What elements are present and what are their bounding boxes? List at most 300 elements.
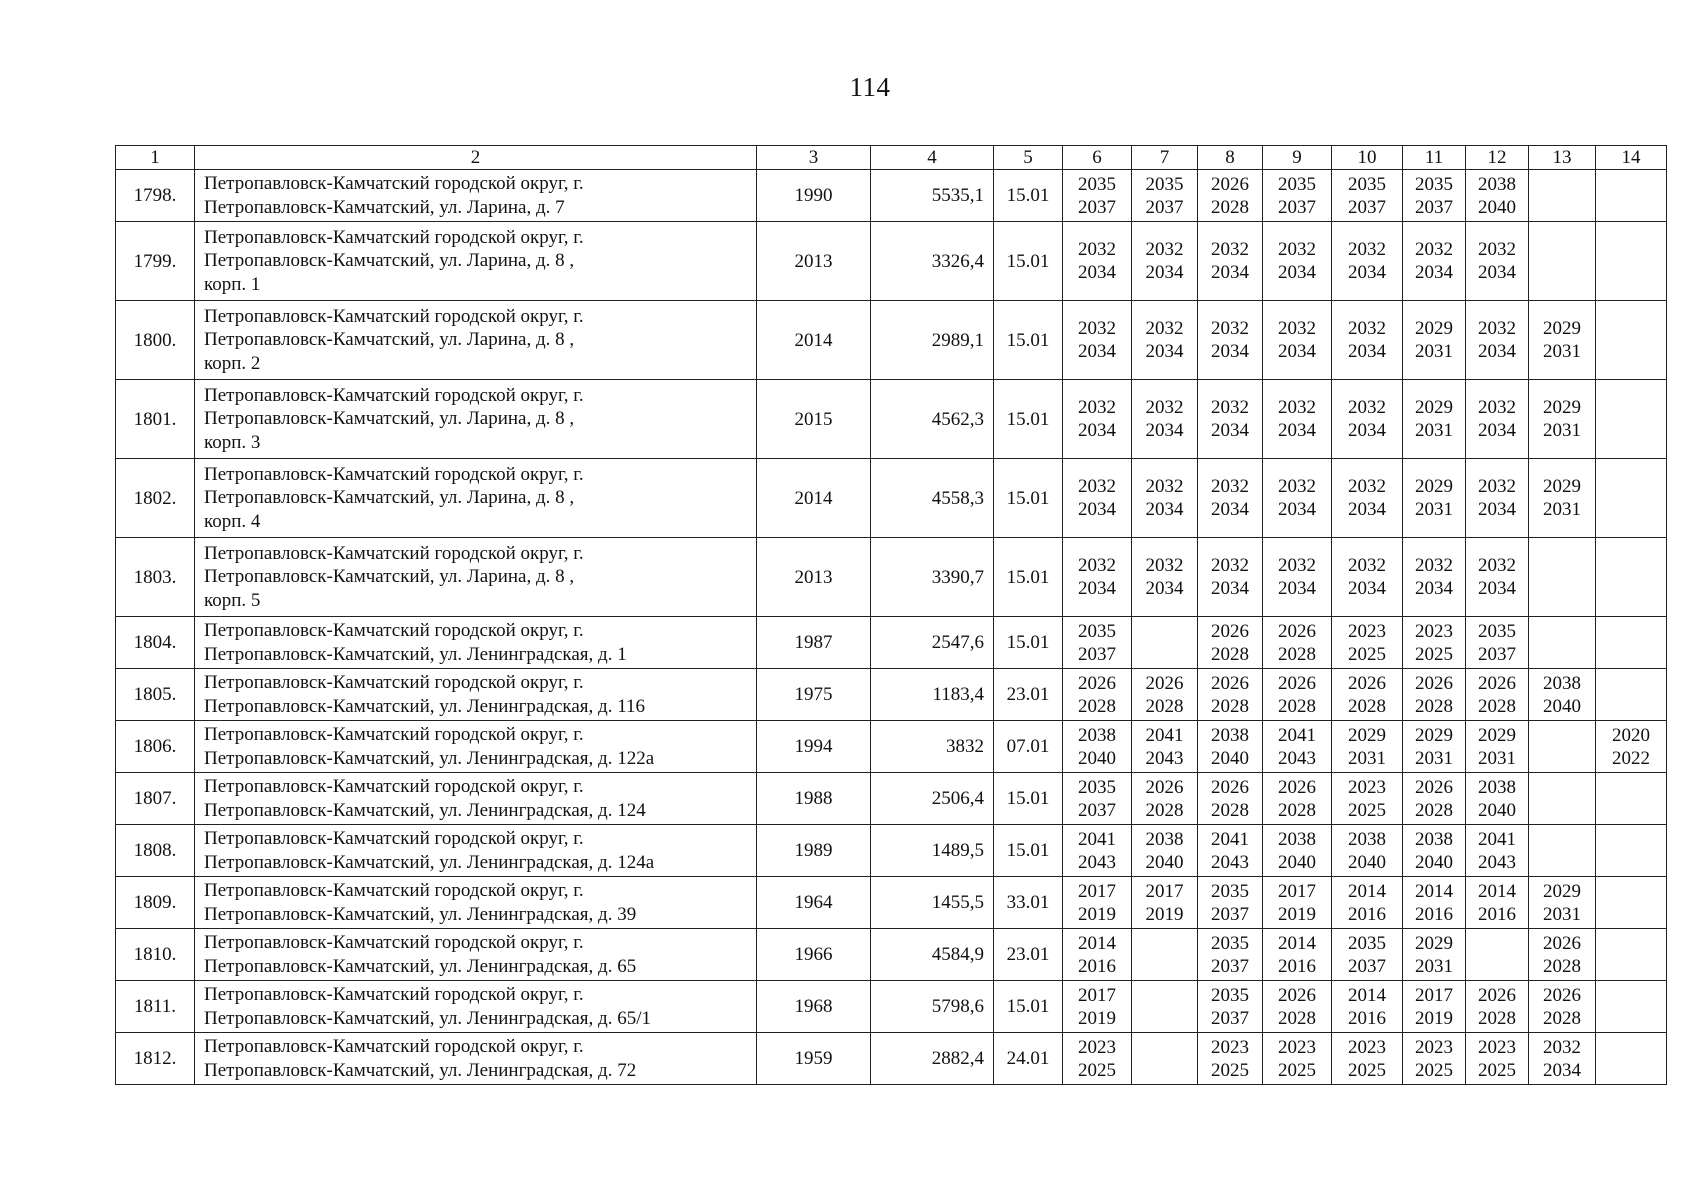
- period-cell: [1063, 825, 1132, 877]
- code-cell: 15.01: [994, 538, 1063, 617]
- period-end: 2037: [1145, 196, 1184, 218]
- period-start: 2032: [1278, 318, 1316, 339]
- period-cell: [1198, 1033, 1263, 1085]
- period-end: 2028: [1415, 799, 1453, 821]
- address-line: Петропавловск-Камчатский, ул. Ларина, д. 7: [204, 196, 565, 218]
- period-start: 2029: [1415, 318, 1453, 339]
- period-start: 2032: [1211, 239, 1249, 260]
- column-header: 4: [871, 146, 994, 170]
- area-cell: 4562,3: [871, 380, 994, 459]
- period-start: 2026: [1543, 932, 1581, 954]
- period-end: 2025: [1348, 799, 1386, 821]
- period-end: 2040: [1348, 851, 1386, 873]
- period-cell: [1596, 538, 1667, 617]
- period-cell: [1132, 981, 1198, 1033]
- period-end: 2034: [1348, 262, 1386, 283]
- period-cell: [1466, 380, 1529, 459]
- period-start: 2038: [1415, 828, 1453, 850]
- period-cell: [1596, 1033, 1667, 1085]
- address-line: Петропавловск-Камчатский городской округ, г.: [204, 1036, 584, 1057]
- period-end: 2034: [1078, 262, 1116, 283]
- period-cell: [1332, 1033, 1403, 1085]
- period-start: 2026: [1211, 173, 1249, 195]
- period-end: 2028: [1543, 955, 1581, 977]
- period-start: 2032: [1348, 239, 1386, 260]
- period-start: 2038: [1211, 724, 1249, 746]
- area-cell: 1489,5: [871, 825, 994, 877]
- period-end: 2016: [1348, 903, 1386, 925]
- address-line: Петропавловск-Камчатский, ул. Ларина, д. 8 ,: [204, 487, 575, 509]
- period-start: 2029: [1543, 318, 1581, 339]
- period-end: 2034: [1211, 341, 1249, 362]
- period-cell: [1403, 825, 1466, 877]
- period-end: 2043: [1478, 851, 1516, 873]
- period-end: 2037: [1078, 799, 1116, 821]
- period-start: 2038: [1348, 828, 1386, 850]
- period-cell: [1198, 669, 1263, 721]
- period-start: 2020: [1612, 724, 1650, 746]
- period-cell: [1198, 538, 1263, 617]
- period-end: 2025: [1415, 643, 1453, 665]
- period-start: 2035: [1278, 173, 1316, 195]
- period-start: 2041: [1478, 828, 1516, 850]
- period-end: 2028: [1278, 695, 1316, 717]
- period-cell: [1063, 459, 1132, 538]
- table-header: [116, 146, 1667, 170]
- code-cell: 15.01: [994, 301, 1063, 380]
- period-start: 2032: [1415, 239, 1453, 260]
- code-cell: 15.01: [994, 825, 1063, 877]
- area-cell: 5798,6: [871, 981, 994, 1033]
- period-end: 2034: [1278, 341, 1316, 362]
- period-start: 2023: [1478, 1036, 1516, 1058]
- table-row: [116, 825, 1667, 877]
- period-cell: [1263, 617, 1332, 669]
- period-end: 2031: [1415, 955, 1453, 977]
- period-end: 2040: [1211, 747, 1249, 769]
- column-header: 3: [757, 146, 871, 170]
- period-start: 2041: [1145, 724, 1184, 746]
- area-cell: 1183,4: [871, 669, 994, 721]
- period-start: 2035: [1211, 932, 1249, 954]
- period-start: 2038: [1478, 776, 1516, 798]
- period-end: 2034: [1478, 578, 1516, 599]
- period-start: 2035: [1145, 173, 1184, 195]
- period-start: 2032: [1278, 239, 1316, 260]
- address-line: корп. 2: [204, 352, 261, 374]
- address-line: Петропавловск-Камчатский городской округ, г.: [204, 828, 584, 849]
- code-cell: 23.01: [994, 929, 1063, 981]
- row-number-cell: 1803.: [116, 538, 195, 617]
- period-cell: [1596, 380, 1667, 459]
- period-cell: [1529, 617, 1596, 669]
- period-start: 2032: [1543, 1036, 1581, 1058]
- address-cell: [195, 301, 757, 380]
- period-end: 2034: [1078, 578, 1116, 599]
- period-start: 2035: [1078, 776, 1116, 798]
- period-cell: [1132, 877, 1198, 929]
- period-cell: [1063, 981, 1132, 1033]
- period-cell: [1063, 301, 1132, 380]
- period-cell: [1132, 617, 1198, 669]
- period-end: 2028: [1415, 695, 1453, 717]
- period-end: 2025: [1078, 1059, 1116, 1081]
- year-built-cell: 1966: [757, 929, 871, 981]
- period-end: 2016: [1278, 955, 1316, 977]
- period-end: 2034: [1278, 420, 1316, 441]
- address-cell: [195, 222, 757, 301]
- period-cell: [1403, 301, 1466, 380]
- period-cell: [1132, 459, 1198, 538]
- year-built-cell: 1989: [757, 825, 871, 877]
- period-cell: [1263, 170, 1332, 222]
- period-cell: [1132, 929, 1198, 981]
- address-line: Петропавловск-Камчатский, ул. Ленинградская, д. 1: [204, 643, 627, 665]
- period-end: 2034: [1145, 420, 1184, 441]
- period-start: 2032: [1478, 318, 1516, 339]
- period-cell: [1466, 877, 1529, 929]
- period-end: 2040: [1543, 695, 1581, 717]
- period-end: 2037: [1211, 955, 1249, 977]
- area-cell: 1455,5: [871, 877, 994, 929]
- period-start: 2032: [1348, 476, 1386, 497]
- address-cell: [195, 877, 757, 929]
- code-cell: 33.01: [994, 877, 1063, 929]
- address-line: Петропавловск-Камчатский, ул. Ленинградская, д. 65/1: [204, 1007, 651, 1029]
- period-end: 2037: [1348, 955, 1386, 977]
- address-cell: [195, 721, 757, 773]
- period-start: 2026: [1211, 776, 1249, 798]
- period-end: 2034: [1145, 499, 1184, 520]
- period-cell: [1263, 222, 1332, 301]
- period-start: 2026: [1478, 672, 1516, 694]
- period-cell: [1263, 1033, 1332, 1085]
- period-cell: [1403, 1033, 1466, 1085]
- period-cell: [1332, 981, 1403, 1033]
- period-start: 2032: [1078, 239, 1116, 260]
- address-line: Петропавловск-Камчатский, ул. Ленинградская, д. 124: [204, 799, 646, 821]
- period-start: 2017: [1278, 880, 1316, 902]
- period-end: 2031: [1415, 341, 1453, 362]
- period-start: 2014: [1415, 880, 1453, 902]
- year-built-cell: 1987: [757, 617, 871, 669]
- row-number-cell: 1798.: [116, 170, 195, 222]
- column-header: 7: [1132, 146, 1198, 170]
- period-cell: [1466, 459, 1529, 538]
- period-start: 2032: [1145, 397, 1184, 418]
- period-cell: [1332, 459, 1403, 538]
- period-end: 2025: [1415, 1059, 1453, 1081]
- period-cell: [1403, 222, 1466, 301]
- period-cell: [1263, 538, 1332, 617]
- period-cell: [1466, 721, 1529, 773]
- period-start: 2017: [1078, 984, 1116, 1006]
- period-start: 2038: [1543, 672, 1581, 694]
- period-cell: [1596, 617, 1667, 669]
- period-cell: [1332, 721, 1403, 773]
- period-cell: [1596, 877, 1667, 929]
- period-cell: [1596, 929, 1667, 981]
- period-cell: [1332, 929, 1403, 981]
- period-start: 2014: [1348, 880, 1386, 902]
- address-line: Петропавловск-Камчатский городской округ, г.: [204, 880, 584, 901]
- address-line: Петропавловск-Камчатский городской округ, г.: [204, 724, 584, 745]
- period-end: 2037: [1211, 903, 1249, 925]
- period-end: 2034: [1145, 578, 1184, 599]
- address-cell: [195, 459, 757, 538]
- period-cell: [1132, 170, 1198, 222]
- period-end: 2037: [1415, 196, 1453, 218]
- period-start: 2014: [1278, 932, 1316, 954]
- year-built-cell: 1988: [757, 773, 871, 825]
- period-cell: [1403, 721, 1466, 773]
- address-line: Петропавловск-Камчатский городской округ, г.: [204, 463, 584, 485]
- period-cell: [1466, 773, 1529, 825]
- period-end: 2040: [1478, 799, 1516, 821]
- table-row: [116, 981, 1667, 1033]
- period-start: 2032: [1478, 555, 1516, 576]
- period-start: 2032: [1211, 476, 1249, 497]
- period-end: 2034: [1478, 420, 1516, 441]
- address-line: Петропавловск-Камчатский городской округ, г.: [204, 226, 584, 248]
- period-cell: [1466, 301, 1529, 380]
- period-cell: [1132, 222, 1198, 301]
- period-end: 2031: [1415, 747, 1453, 769]
- period-cell: [1466, 538, 1529, 617]
- period-cell: [1063, 721, 1132, 773]
- period-cell: [1332, 773, 1403, 825]
- period-cell: [1063, 170, 1132, 222]
- address-cell: [195, 929, 757, 981]
- area-cell: 3390,7: [871, 538, 994, 617]
- period-cell: [1332, 301, 1403, 380]
- address-cell: [195, 617, 757, 669]
- period-start: 2032: [1145, 555, 1184, 576]
- address-line: Петропавловск-Камчатский городской округ, г.: [204, 620, 584, 641]
- period-cell: [1596, 170, 1667, 222]
- period-cell: [1403, 538, 1466, 617]
- period-start: 2032: [1348, 555, 1386, 576]
- period-start: 2035: [1348, 173, 1386, 195]
- period-start: 2032: [1211, 318, 1249, 339]
- period-cell: [1198, 617, 1263, 669]
- period-start: 2029: [1415, 476, 1453, 497]
- page-number: 114: [849, 72, 891, 102]
- period-start: 2023: [1078, 1036, 1116, 1058]
- period-end: 2040: [1478, 196, 1516, 218]
- period-cell: [1198, 222, 1263, 301]
- period-end: 2028: [1478, 1007, 1516, 1029]
- period-cell: [1596, 669, 1667, 721]
- period-end: 2028: [1543, 1007, 1581, 1029]
- address-line: Петропавловск-Камчатский, ул. Ларина, д. 8 ,: [204, 250, 575, 272]
- period-end: 2034: [1078, 420, 1116, 441]
- period-end: 2043: [1211, 851, 1249, 873]
- period-end: 2016: [1078, 955, 1116, 977]
- period-cell: [1132, 538, 1198, 617]
- period-start: 2035: [1211, 984, 1249, 1006]
- period-start: 2032: [1278, 476, 1316, 497]
- period-cell: [1466, 929, 1529, 981]
- period-cell: [1063, 669, 1132, 721]
- period-start: 2026: [1145, 672, 1184, 694]
- period-end: 2028: [1211, 196, 1249, 218]
- row-number-cell: 1804.: [116, 617, 195, 669]
- period-end: 2025: [1478, 1059, 1516, 1081]
- code-cell: 15.01: [994, 380, 1063, 459]
- row-number-cell: 1812.: [116, 1033, 195, 1085]
- period-end: 2037: [1078, 643, 1116, 665]
- period-start: 2032: [1415, 555, 1453, 576]
- period-cell: [1466, 669, 1529, 721]
- period-end: 2034: [1211, 420, 1249, 441]
- period-cell: [1198, 877, 1263, 929]
- period-cell: [1063, 538, 1132, 617]
- code-cell: 15.01: [994, 222, 1063, 301]
- period-cell: [1263, 721, 1332, 773]
- row-number-cell: 1802.: [116, 459, 195, 538]
- period-cell: [1263, 773, 1332, 825]
- address-line: Петропавловск-Камчатский городской округ, г.: [204, 542, 584, 564]
- period-cell: [1403, 617, 1466, 669]
- period-start: 2023: [1348, 1036, 1386, 1058]
- table-row: [116, 538, 1667, 617]
- address-line: Петропавловск-Камчатский, ул. Ленинградская, д. 116: [204, 695, 645, 717]
- period-end: 2028: [1478, 695, 1516, 717]
- code-cell: 15.01: [994, 773, 1063, 825]
- period-end: 2034: [1278, 262, 1316, 283]
- period-cell: [1529, 877, 1596, 929]
- period-cell: [1132, 825, 1198, 877]
- period-cell: [1529, 669, 1596, 721]
- period-end: 2016: [1348, 1007, 1386, 1029]
- address-line: Петропавловск-Камчатский, ул. Ленинградская, д. 124а: [204, 851, 655, 873]
- table-row: [116, 773, 1667, 825]
- period-end: 2043: [1145, 747, 1184, 769]
- period-cell: [1198, 459, 1263, 538]
- period-cell: [1596, 721, 1667, 773]
- period-cell: [1132, 380, 1198, 459]
- period-start: 2026: [1415, 776, 1453, 798]
- code-cell: 15.01: [994, 459, 1063, 538]
- period-start: 2026: [1278, 672, 1316, 694]
- period-start: 2026: [1278, 620, 1316, 642]
- period-cell: [1529, 170, 1596, 222]
- period-cell: [1063, 877, 1132, 929]
- period-end: 2034: [1478, 341, 1516, 362]
- period-end: 2037: [1211, 1007, 1249, 1029]
- period-start: 2038: [1478, 173, 1516, 195]
- period-cell: [1063, 617, 1132, 669]
- period-end: 2040: [1415, 851, 1453, 873]
- period-cell: [1332, 669, 1403, 721]
- period-end: 2028: [1211, 643, 1249, 665]
- period-end: 2037: [1278, 196, 1316, 218]
- period-end: 2016: [1415, 903, 1453, 925]
- period-cell: [1198, 929, 1263, 981]
- address-line: Петропавловск-Камчатский городской округ, г.: [204, 672, 584, 693]
- column-header: 6: [1063, 146, 1132, 170]
- period-cell: [1132, 721, 1198, 773]
- period-cell: [1332, 825, 1403, 877]
- address-line: Петропавловск-Камчатский, ул. Ленинградская, д. 65: [204, 955, 637, 977]
- period-cell: [1403, 981, 1466, 1033]
- period-cell: [1596, 459, 1667, 538]
- address-cell: [195, 170, 757, 222]
- address-line: Петропавловск-Камчатский городской округ, г.: [204, 173, 584, 194]
- period-end: 2034: [1348, 420, 1386, 441]
- period-end: 2034: [1145, 341, 1184, 362]
- period-cell: [1063, 929, 1132, 981]
- period-start: 2032: [1478, 239, 1516, 260]
- period-start: 2014: [1478, 880, 1516, 902]
- period-end: 2028: [1211, 695, 1249, 717]
- column-header: 10: [1332, 146, 1403, 170]
- area-cell: 5535,1: [871, 170, 994, 222]
- table-row: [116, 459, 1667, 538]
- period-cell: [1466, 170, 1529, 222]
- period-end: 2043: [1278, 747, 1316, 769]
- period-cell: [1466, 825, 1529, 877]
- address-line: Петропавловск-Камчатский городской округ, г.: [204, 932, 584, 953]
- code-cell: 15.01: [994, 981, 1063, 1033]
- period-end: 2034: [1415, 262, 1453, 283]
- period-start: 2026: [1543, 984, 1581, 1006]
- period-end: 2028: [1278, 799, 1316, 821]
- period-start: 2029: [1543, 397, 1581, 418]
- address-line: Петропавловск-Камчатский городской округ, г.: [204, 776, 584, 797]
- period-start: 2032: [1145, 476, 1184, 497]
- period-cell: [1596, 773, 1667, 825]
- period-cell: [1063, 380, 1132, 459]
- code-cell: 15.01: [994, 617, 1063, 669]
- table-row: [116, 222, 1667, 301]
- period-start: 2026: [1078, 672, 1116, 694]
- period-start: 2026: [1211, 672, 1249, 694]
- table-row: [116, 669, 1667, 721]
- period-start: 2032: [1348, 318, 1386, 339]
- year-built-cell: 2014: [757, 459, 871, 538]
- period-start: 2023: [1348, 776, 1386, 798]
- period-start: 2035: [1348, 932, 1386, 954]
- period-end: 2019: [1078, 1007, 1116, 1029]
- period-cell: [1198, 380, 1263, 459]
- period-cell: [1466, 222, 1529, 301]
- period-start: 2032: [1078, 318, 1116, 339]
- row-number-cell: 1811.: [116, 981, 195, 1033]
- period-end: 2034: [1211, 578, 1249, 599]
- address-cell: [195, 380, 757, 459]
- address-cell: [195, 981, 757, 1033]
- period-end: 2025: [1348, 643, 1386, 665]
- address-line: Петропавловск-Камчатский, ул. Ленинградская, д. 122а: [204, 747, 655, 769]
- period-end: 2034: [1478, 499, 1516, 520]
- period-start: 2017: [1078, 880, 1116, 902]
- area-cell: 3832: [871, 721, 994, 773]
- period-end: 2034: [1211, 499, 1249, 520]
- table-row: [116, 170, 1667, 222]
- year-built-cell: 1990: [757, 170, 871, 222]
- period-cell: [1529, 1033, 1596, 1085]
- table-row: [116, 617, 1667, 669]
- address-line: Петропавловск-Камчатский, ул. Ленинградская, д. 72: [204, 1059, 637, 1081]
- period-end: 2028: [1145, 799, 1184, 821]
- period-start: 2038: [1145, 828, 1184, 850]
- period-end: 2040: [1278, 851, 1316, 873]
- period-cell: [1332, 170, 1403, 222]
- period-cell: [1198, 170, 1263, 222]
- period-start: 2038: [1278, 828, 1316, 850]
